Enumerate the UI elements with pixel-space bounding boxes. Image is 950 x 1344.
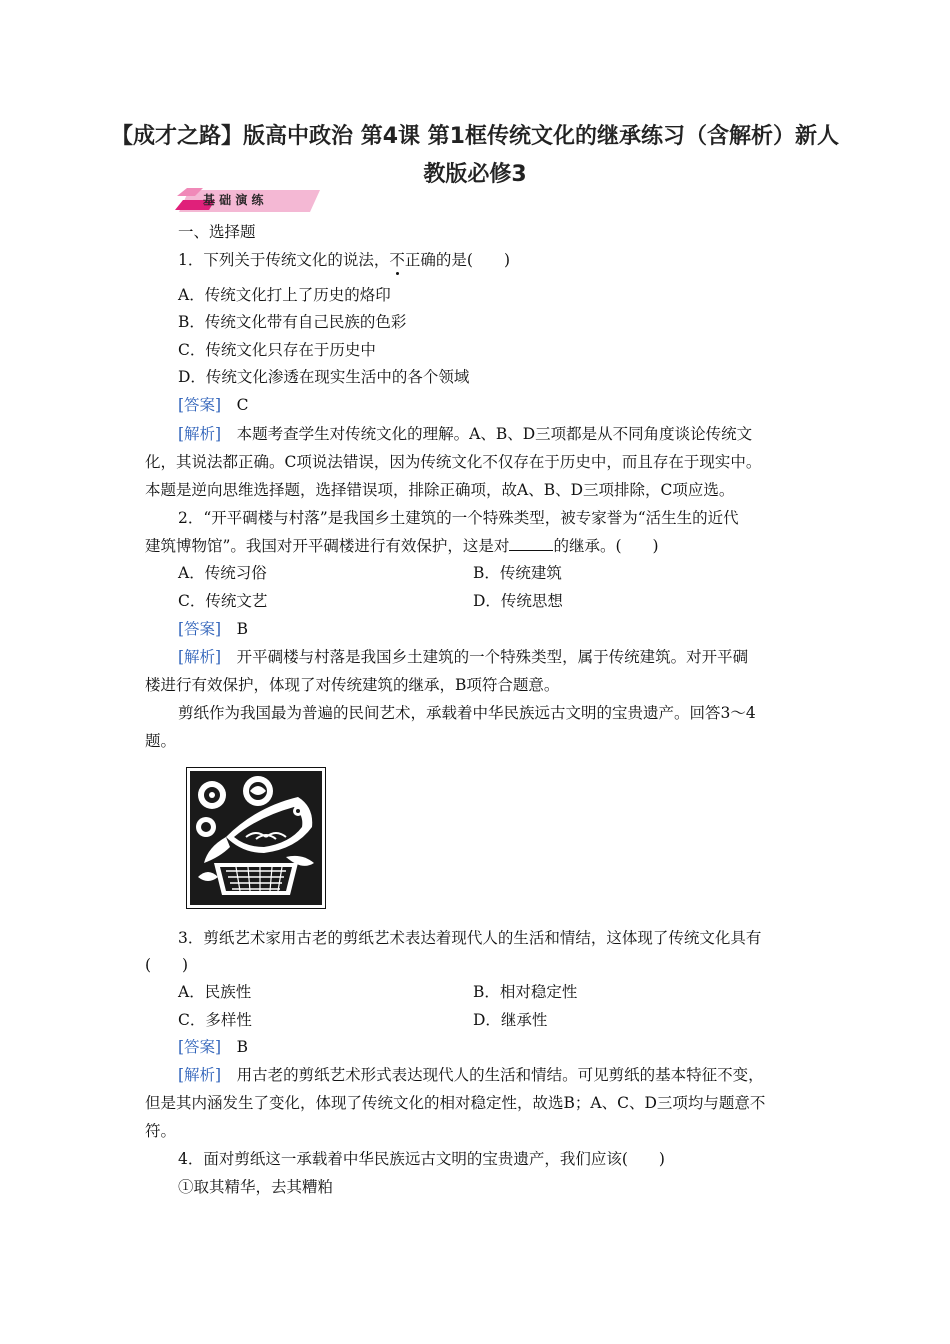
- analysis-tag: [解析]: [178, 425, 222, 443]
- analysis-tag: [解析]: [178, 1066, 222, 1084]
- q3-option-b: B．相对稳定性: [473, 983, 578, 1001]
- paper-cut-fish-basket-image: [186, 767, 326, 909]
- q2-option-d: D．传统思想: [473, 592, 563, 610]
- q3-stem-line-2: ( ): [145, 956, 189, 974]
- q1-analysis-line-1: [解析] 本题考查学生对传统文化的理解。A、B、D三项都是从不同角度谈论传统文: [178, 425, 753, 443]
- emphasis-dot-text: 不: [389, 251, 405, 269]
- answer-tag: [答案]: [178, 1038, 222, 1056]
- document-title: 【成才之路】版高中政治 第4课 第1框传统文化的继承练习（含解析）新人教版必修3: [111, 124, 839, 187]
- q2-option-c: C．传统文艺: [178, 592, 268, 610]
- q1-answer: [答案] C: [178, 396, 249, 414]
- intro-line-2: 题。: [145, 732, 177, 750]
- answer-tag: [答案]: [178, 620, 222, 638]
- q3-stem-line-1: 3．剪纸艺术家用古老的剪纸艺术表达着现代人的生活和情结，这体现了传统文化具有: [178, 929, 762, 947]
- q1-stem: 1．下列关于传统文化的说法，不正确的是( ): [178, 251, 510, 269]
- q1-analysis-line-2: 化，其说法都正确。C项说法错误，因为传统文化不仅存在于历史中，而且存在于现实中。: [145, 453, 762, 471]
- q4-stem: 4．面对剪纸这一承载着中华民族远古文明的宝贵遗产，我们应该( ): [178, 1150, 665, 1168]
- q2-option-b: B．传统建筑: [473, 564, 562, 582]
- q2-stem-line-1: 2．“开平碉楼与村落”是我国乡土建筑的一个特殊类型，被专家誉为“活生生的近代: [178, 509, 739, 527]
- q2-stem-line-2: 建筑博物馆”。我国对开平碉楼进行有效保护，这是对 的继承。( ): [145, 537, 659, 555]
- analysis-tag: [解析]: [178, 648, 222, 666]
- q2-answer: [答案] B: [178, 620, 249, 638]
- q2-analysis-line-2: 楼进行有效保护，体现了对传统建筑的继承，B项符合题意。: [145, 676, 560, 694]
- q2-option-a: A．传统习俗: [178, 564, 267, 582]
- section-banner: [175, 188, 320, 214]
- q1-option-b: B．传统文化带有自己民族的色彩: [178, 313, 407, 331]
- q4-item-1: ①取其精华，去其糟粕: [178, 1178, 334, 1196]
- q2-analysis-line-1: [解析] 开平碉楼与村落是我国乡土建筑的一个特殊类型，属于传统建筑。对开平碉: [178, 648, 749, 666]
- intro-line-1: 剪纸作为我国最为普遍的民间艺术，承载着中华民族远古文明的宝贵遗产。回答3～4: [178, 704, 756, 722]
- section-heading: 一、选择题: [178, 223, 256, 241]
- section-banner-label: 基 础 演 练: [203, 193, 264, 207]
- q1-analysis-line-3: 本题是逆向思维选择题，选择错误项，排除正确项，故A、B、D三项排除，C项应选。: [145, 481, 735, 499]
- q3-answer: [答案] B: [178, 1038, 249, 1056]
- q3-analysis-line-1: [解析] 用古老的剪纸艺术形式表达现代人的生活和情结。可见剪纸的基本特征不变，: [178, 1066, 764, 1084]
- q3-option-d: D．继承性: [473, 1011, 548, 1029]
- q1-option-d: D．传统文化渗透在现实生活中的各个领域: [178, 368, 470, 386]
- fill-blank: [509, 536, 553, 551]
- q1-option-a: A．传统文化打上了历史的烙印: [178, 286, 391, 304]
- q3-analysis-line-3: 符。: [145, 1122, 177, 1140]
- q3-option-c: C．多样性: [178, 1011, 252, 1029]
- q3-option-a: A．民族性: [178, 983, 252, 1001]
- answer-tag: [答案]: [178, 396, 222, 414]
- q3-analysis-line-2: 但是其内涵发生了变化，体现了传统文化的相对稳定性，故选B；A、C、D三项均与题意不: [145, 1094, 766, 1112]
- q1-option-c: C．传统文化只存在于历史中: [178, 341, 376, 359]
